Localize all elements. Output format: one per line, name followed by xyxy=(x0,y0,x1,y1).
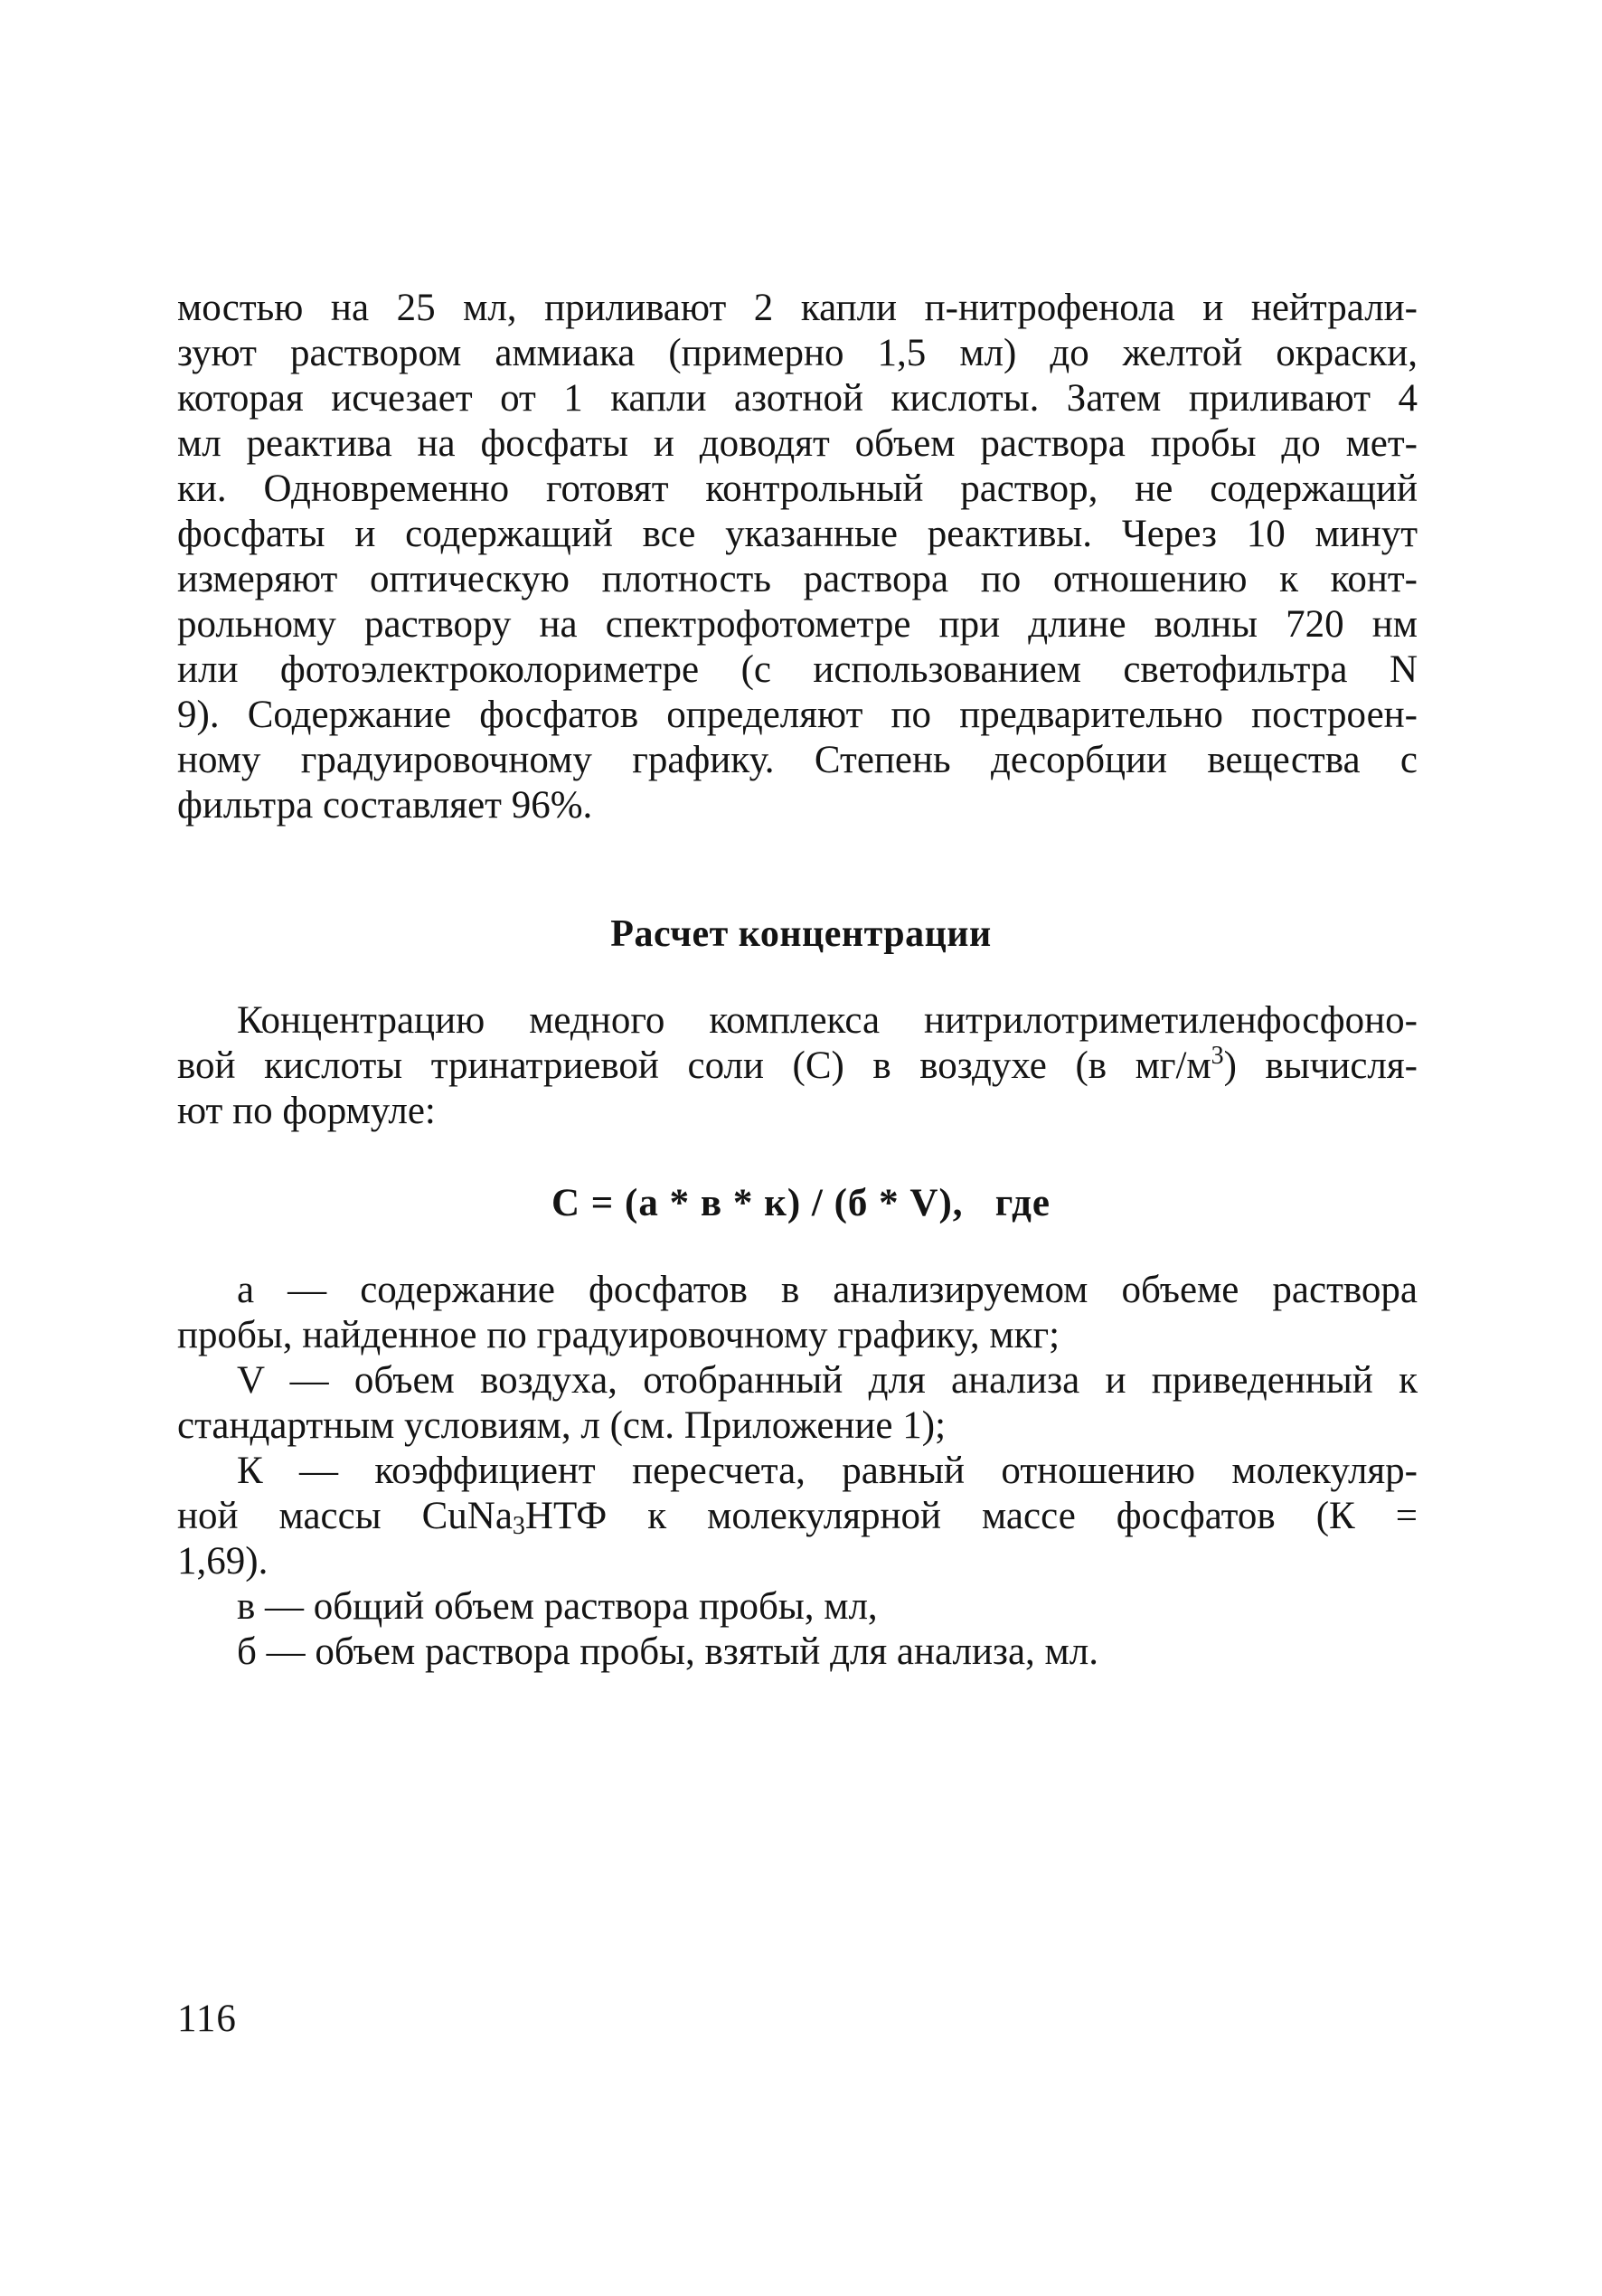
definition-v-line: стандартным условиям, л (см. Приложение 1); xyxy=(177,1404,947,1447)
page-number: 116 xyxy=(177,1998,237,2040)
text-line: ки. Одновременно готовят контрольный раствор, не содержащий xyxy=(177,468,1418,510)
text-fragment: ной массы CuNa xyxy=(177,1495,513,1537)
text-line: фосфаты и содержащий все указанные реактивы. Через 10 минут xyxy=(177,513,1418,555)
text-line: рольному раствору на спектрофотометре при длине волны 720 нм xyxy=(177,603,1418,646)
text-line: или фотоэлектроколориметре (с использованием светофильтра N xyxy=(177,648,1418,691)
text-line: фильтра составляет 96%. xyxy=(177,784,593,827)
paragraph-concentration xyxy=(177,998,1418,1134)
text-fragment: ) вычисля- xyxy=(1223,1044,1418,1087)
definition-v-line: V — объем воздуха, отобранный для анализа и приведенный к xyxy=(237,1359,1418,1402)
definition-k-line xyxy=(177,1494,1418,1539)
definition-k-line: К — коэффициент пересчета, равный отношению молекуляр- xyxy=(237,1450,1418,1492)
text-line: мостью на 25 мл, приливают 2 капли п-нитрофенола и нейтрали- xyxy=(177,287,1418,329)
definition-bb-line: б — объем раствора пробы, взятый для анализа, мл. xyxy=(237,1630,1098,1673)
text-line: зуют раствором аммиака (примерно 1,5 мл) до желтой окраски, xyxy=(177,332,1418,374)
paragraph-procedure xyxy=(177,286,1418,828)
section-heading: Расчет концентрации xyxy=(610,913,992,955)
text-fragment: НТФ к молекулярной массе фосфатов (К = xyxy=(524,1495,1418,1537)
text-line: ют по формуле: xyxy=(177,1090,436,1132)
definition-a-line: а — содержание фосфатов в анализируемом объеме раствора xyxy=(237,1269,1418,1311)
text-line: Концентрацию медного комплекса нитрилотриметиленфосфоно- xyxy=(237,999,1418,1042)
variable-definitions xyxy=(177,1268,1418,1675)
formula-text: С = (а * в * к) / (б * V), где xyxy=(551,1182,1051,1224)
definition-b-line: в — общий объем раствора пробы, мл, xyxy=(237,1585,878,1628)
definition-k-line: 1,69). xyxy=(177,1540,269,1583)
text-line xyxy=(177,1044,1418,1089)
text-line: измеряют оптическую плотность раствора по отношению к конт- xyxy=(177,558,1418,600)
text-line: мл реактива на фосфаты и доводят объем раствора пробы до мет- xyxy=(177,422,1418,465)
text-line: 9). Содержание фосфатов определяют по предварительно построен- xyxy=(177,694,1418,736)
concentration-formula xyxy=(0,1181,1602,1226)
subscript: 3 xyxy=(512,1512,525,1540)
superscript: 3 xyxy=(1211,1042,1224,1070)
text-fragment: вой кислоты тринатриевой соли (С) в воздухе (в мг/м xyxy=(177,1044,1211,1087)
text-line: которая исчезает от 1 капли азотной кислоты. Затем приливают 4 xyxy=(177,377,1418,420)
definition-a-line: пробы, найденное по градуировочному графику, мкг; xyxy=(177,1314,1060,1356)
text-line: ному градуировочному графику. Степень десорбции вещества с xyxy=(177,739,1418,781)
